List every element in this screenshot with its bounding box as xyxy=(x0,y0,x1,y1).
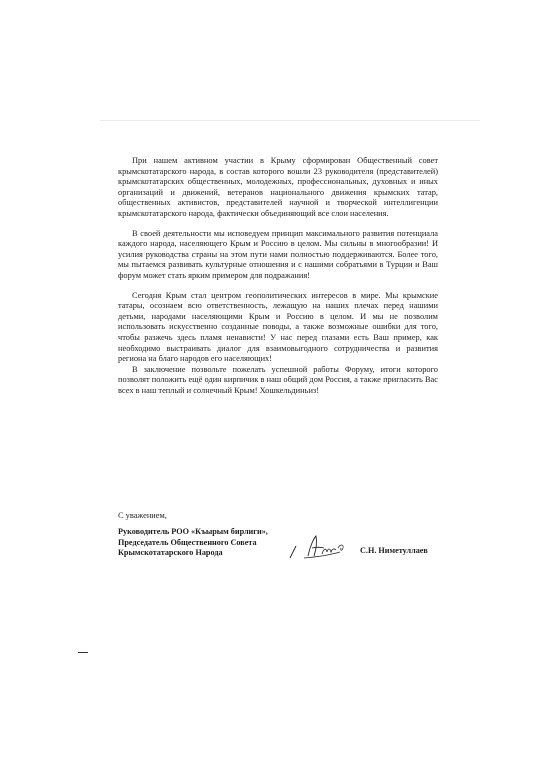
letter-body xyxy=(118,156,438,405)
signatory-name: С.Н. Ниметуллаев xyxy=(360,546,428,555)
paragraph-conclusion: В заключение позвольте пожелать успешной работы Форуму, итоги которого позволят положить ещё один кирпичик в наш общий дом Россия, а также пригласить Вас всех в наш теплый и солнечный Крым! Хошкельдиньиз! xyxy=(118,364,438,395)
paragraph-council: При нашем активном участии в Крыму сформирован Общественный совет крымскотатарского народа, в состав которого вошли 23 руководителя (представителей) крымскотатарских общественных, молодежных, профессиональных, духовных и иных организаций и движений, ветеранов национального движения крымских татар, общественных активистов, представителей научной и творческой интеллигенции крымскотатарского народа, фактически объединяющий все слои населения. xyxy=(118,156,438,218)
paragraph-principles: В своей деятельности мы исповедуем принцип максимального развития потенциала каждого народа, населяющего Крым и Россию в целом. Мы сильны в многообразии! И усилия руководства страны на этом пути нами полностью поддерживаются. Более того, мы пытаемся развивать культурные отношения и с нашими собратьями в Турции и Ваш форум может стать ярким примером для подражания! xyxy=(118,228,438,280)
scan-edge-line xyxy=(100,120,480,121)
paragraph-crimea: Сегодня Крым стал центром геополитических интересов в мире. Мы крымские татары, осознаем всю ответственность, лежащую на наших плечах перед нашими детьми, народами населяющими Крым и Россию в целом. И мы не позволим использовать искусственно созданные поводы, а также возможные ошибки для того, чтобы разжечь здесь пламя ненависти! У нас перед глазами есть Ваш пример, как необходимо выстраивать диалог для взаимовыгодного сотрудничества и развития региона на благо народов его населяющих! xyxy=(118,290,438,364)
handwritten-signature xyxy=(286,532,358,562)
margin-mark xyxy=(78,652,88,653)
signatory-title-1: Руководитель РОО «Къырым бирлиги», xyxy=(118,527,268,536)
closing-salutation: С уважением, xyxy=(118,511,167,520)
signatory-title-3: Крымскотатарского Народа xyxy=(118,548,223,558)
signatory-title-2: Председатель Общественного Совета xyxy=(118,537,257,547)
